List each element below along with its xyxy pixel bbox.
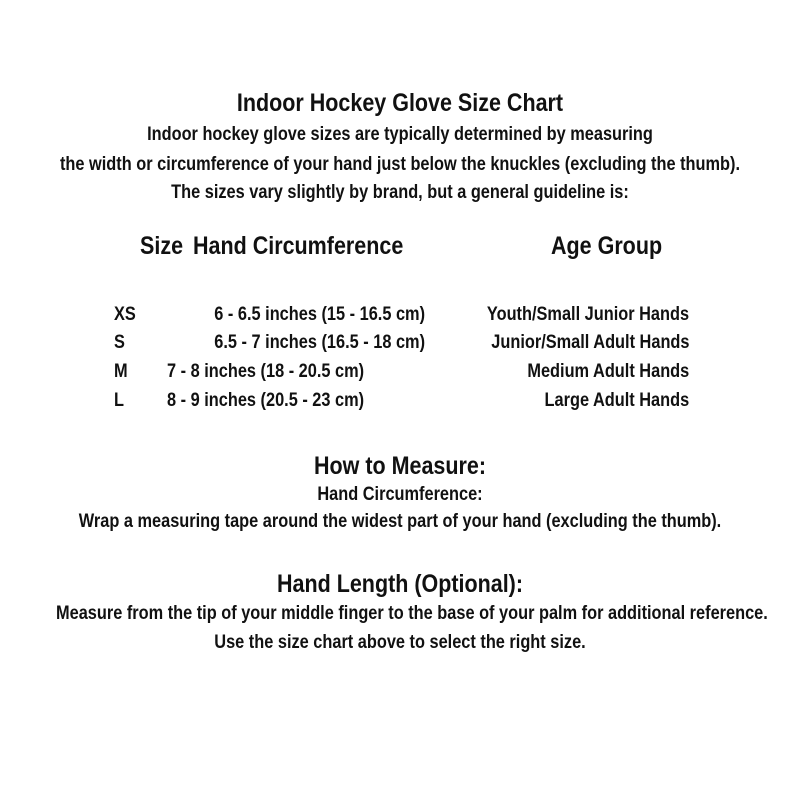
circumference-cell: 8 - 9 inches (20.5 - 23 cm) [167, 390, 365, 411]
hand-length-heading: Hand Length (Optional): [276, 570, 524, 598]
age-group-column-header: Age Group [551, 232, 663, 260]
page-title: Indoor Hockey Glove Size Chart [236, 89, 564, 117]
size-cell: M [114, 361, 128, 382]
footer-note: Use the size chart above to select the right size. [214, 632, 586, 653]
intro-line-3: The sizes vary slightly by brand, but a general guideline is: [171, 182, 629, 203]
circumference-column-header: Hand Circumference [193, 232, 404, 260]
size-cell: L [114, 390, 124, 411]
age-group-cell: Medium Adult Hands [527, 361, 689, 382]
size-cell: S [114, 332, 125, 353]
age-group-cell: Junior/Small Adult Hands [490, 332, 689, 353]
circumference-cell: 7 - 8 inches (18 - 20.5 cm) [167, 361, 365, 382]
circumference-cell: 6.5 - 7 inches (16.5 - 18 cm) [214, 332, 425, 353]
circumference-cell: 6 - 6.5 inches (15 - 16.5 cm) [214, 304, 425, 325]
age-group-cell: Large Adult Hands [544, 390, 689, 411]
hand-circumference-instructions: Wrap a measuring tape around the widest part of your hand (excluding the thumb). [78, 511, 722, 532]
age-group-cell: Youth/Small Junior Hands [486, 304, 689, 325]
hand-circumference-subheading: Hand Circumference: [317, 484, 483, 505]
intro-line-2: the width or circumference of your hand just below the knuckles (excluding the thumb). [59, 154, 741, 175]
how-to-measure-heading: How to Measure: [313, 452, 487, 480]
size-cell: XS [114, 304, 136, 325]
size-column-header: Size [140, 232, 184, 260]
intro-line-1: Indoor hockey glove sizes are typically determined by measuring [147, 124, 653, 145]
hand-length-instructions: Measure from the tip of your middle finger to the base of your palm for additional reference. [56, 603, 768, 624]
